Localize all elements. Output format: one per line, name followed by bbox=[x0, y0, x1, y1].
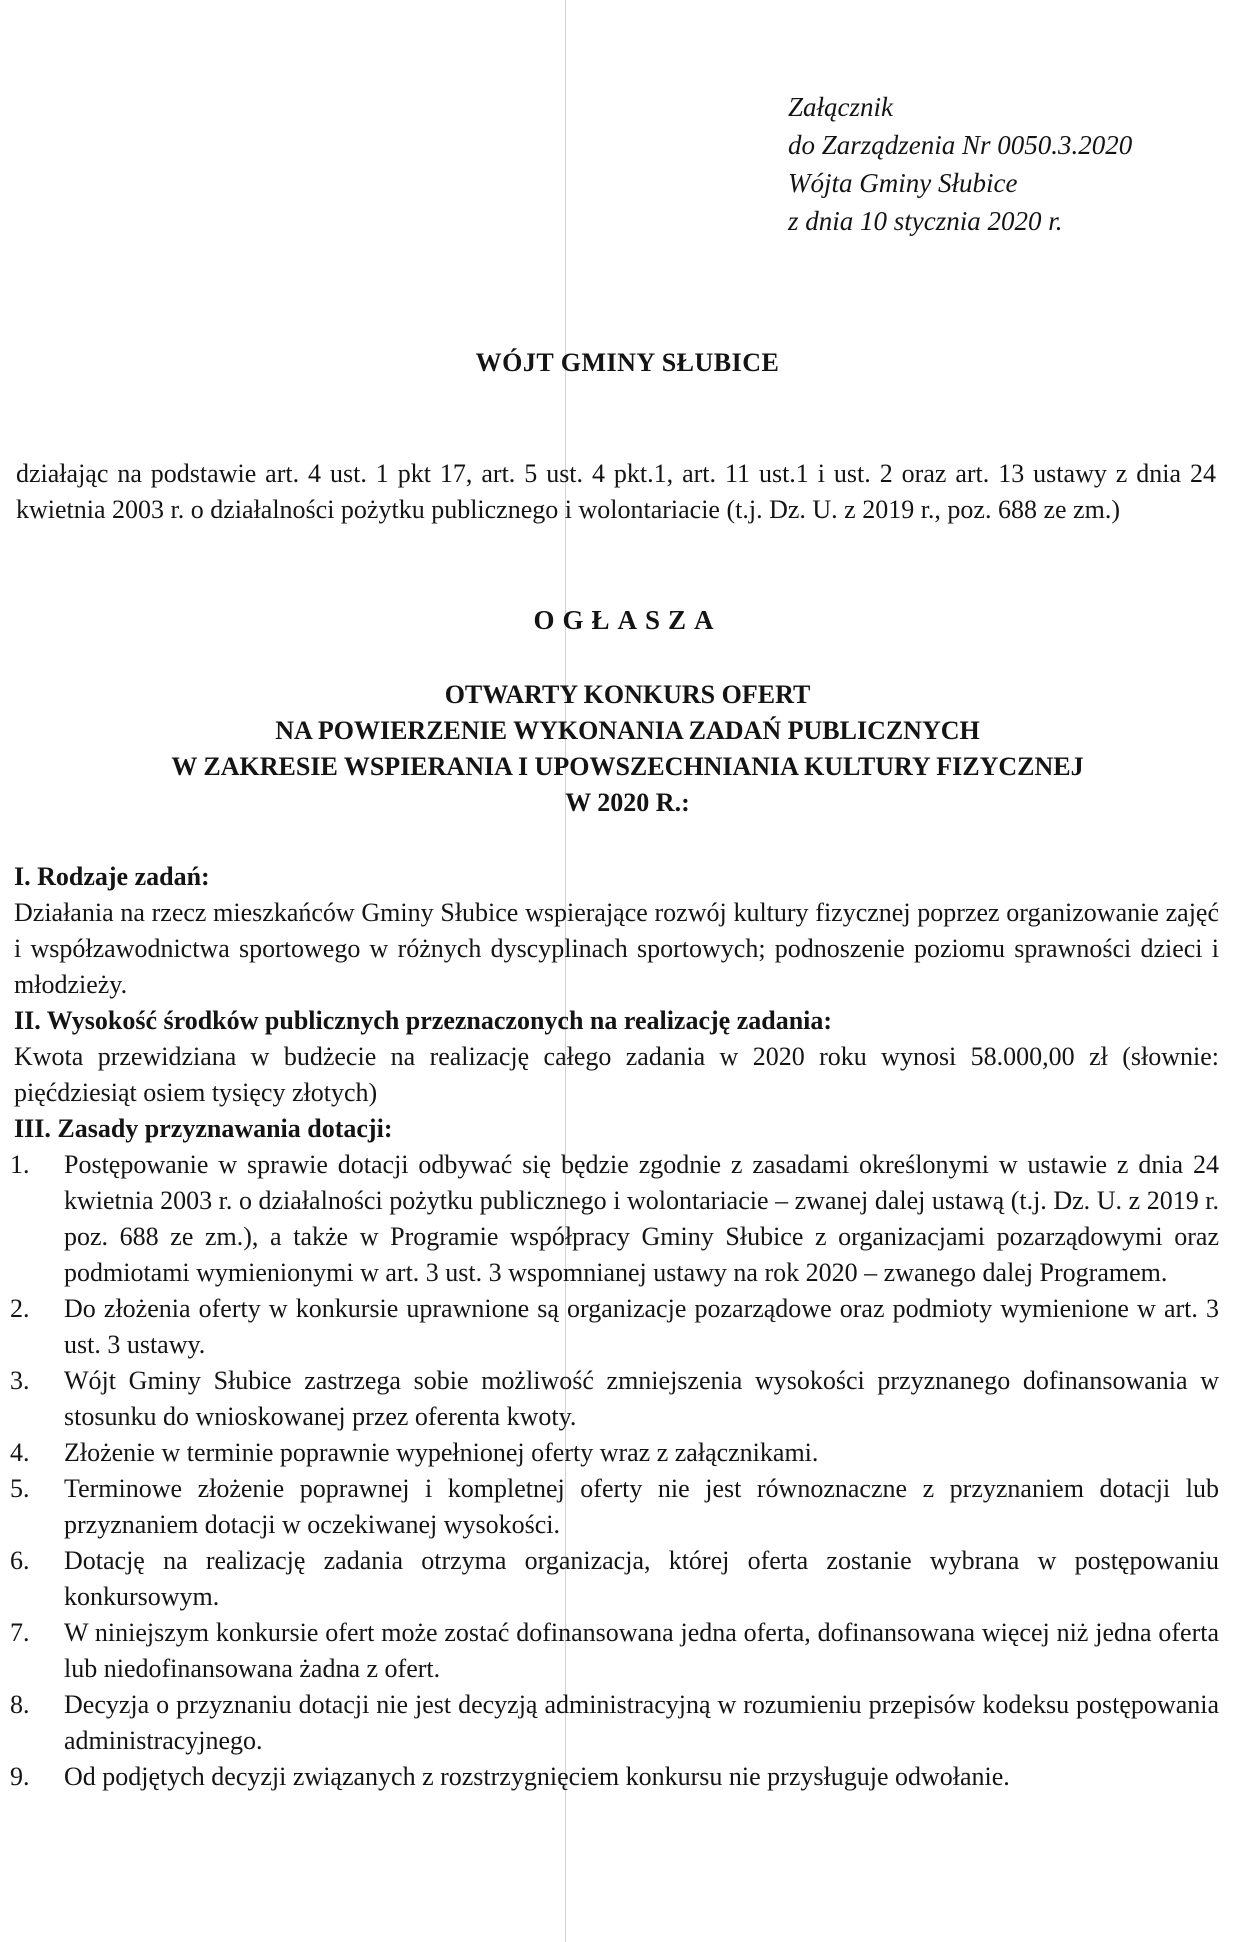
heading-line-4: W 2020 R.: bbox=[565, 788, 690, 817]
rule-text: Dotację na realizację zadania otrzyma organizacja, której oferta zostanie wybrana w postępowaniu konkursowym. bbox=[64, 1546, 1219, 1611]
attachment-line-1: Załącznik bbox=[788, 92, 893, 122]
rule-text: Od podjętych decyzji związanych z rozstrzygnięciem konkursu nie przysługuje odwołanie. bbox=[64, 1762, 1010, 1791]
section-1-text: Działania na rzecz mieszkańców Gminy Słubice wspierające rozwój kultury fizycznej poprzez organizowanie zajęć i współzawodnictwa sportowego w różnych dyscyplinach sportowych; podnoszenie poziomu sprawności dzieci i młodzieży. bbox=[14, 898, 1219, 999]
rule-item bbox=[10, 1291, 1219, 1363]
rule-item bbox=[10, 1363, 1219, 1435]
rule-text: W niniejszym konkursie ofert może zostać dofinansowana jedna oferta, dofinansowana więcej niż jedna oferta lub niedofinansowana żadna z ofert. bbox=[64, 1618, 1219, 1683]
rule-text: Terminowe złożenie poprawnej i kompletnej oferty nie jest równoznaczne z przyznaniem dotacji lub przyznaniem dotacji w oczekiwanej wysokości. bbox=[64, 1474, 1219, 1539]
rule-item bbox=[10, 1615, 1219, 1687]
announcement-word: OGŁASZA bbox=[533, 605, 722, 635]
rule-number: 7. bbox=[10, 1618, 30, 1647]
rule-text: Do złożenia oferty w konkursie uprawnione są organizacje pozarządowe oraz podmioty wymienione w art. 3 ust. 3 ustawy. bbox=[64, 1294, 1219, 1359]
rule-text: Złożenie w terminie poprawnie wypełnionej oferty wraz z załącznikami. bbox=[64, 1438, 819, 1467]
heading-line-2: NA POWIERZENIE WYKONANIA ZADAŃ PUBLICZNYCH bbox=[275, 716, 980, 745]
attachment-line-4: z dnia 10 stycznia 2020 r. bbox=[788, 206, 1063, 236]
issuing-authority: WÓJT GMINY SŁUBICE bbox=[475, 348, 780, 377]
rule-number: 6. bbox=[10, 1546, 30, 1575]
rule-number: 4. bbox=[10, 1438, 30, 1467]
rule-item bbox=[10, 1471, 1219, 1543]
legal-basis: działając na podstawie art. 4 ust. 1 pkt 17, art. 5 ust. 4 pkt.1, art. 11 ust.1 i ust. 2 oraz art. 13 ustawy z dnia 24 kwietnia 2003 r. o działalności pożytku publicznego i wolontariacie (t.j. Dz. U. z 2019 r., poz. 688 ze zm.) bbox=[16, 459, 1216, 524]
rule-item bbox=[10, 1147, 1219, 1291]
section-2-text: Kwota przewidziana w budżecie na realizację całego zadania w 2020 roku wynosi 58.000,00 zł (słownie: pięćdziesiąt osiem tysięcy złotych) bbox=[14, 1042, 1219, 1107]
rule-item bbox=[10, 1759, 1219, 1795]
heading-line-1: OTWARTY KONKURS OFERT bbox=[444, 680, 811, 709]
rule-text: Decyzja o przyznaniu dotacji nie jest decyzją administracyjną w rozumieniu przepisów kodeksu postępowania administracyjnego. bbox=[64, 1690, 1219, 1755]
rule-number: 9. bbox=[10, 1762, 30, 1791]
rule-item bbox=[10, 1687, 1219, 1759]
section-1-title: I. Rodzaje zadań: bbox=[14, 862, 210, 891]
document-body bbox=[10, 859, 1219, 1795]
rule-item bbox=[10, 1543, 1219, 1615]
rule-text: Postępowanie w sprawie dotacji odbywać się będzie zgodnie z zasadami określonymi w ustawie z dnia 24 kwietnia 2003 r. o działalności pożytku publicznego i wolontariacie – zwanej dalej ustawą (t.j. Dz. U. z 2019 r. poz. 688 ze zm.), a także w Programie współpracy Gminy Słubice z organizacjami pozarządowymi oraz podmiotami wymienionymi w art. 3 ust. 3 wspomnianej ustawy na rok 2020 – zwanego dalej Programem. bbox=[64, 1150, 1219, 1287]
competition-heading bbox=[0, 677, 1255, 821]
heading-line-3: W ZAKRESIE WSPIERANIA I UPOWSZECHNIANIA KULTURY FIZYCZNEJ bbox=[171, 752, 1084, 781]
rule-text: Wójt Gminy Słubice zastrzega sobie możliwość zmniejszenia wysokości przyznanego dofinansowania w stosunku do wnioskowanej przez oferenta kwoty. bbox=[64, 1366, 1219, 1431]
rule-number: 3. bbox=[10, 1366, 30, 1395]
rules-list bbox=[10, 1147, 1219, 1795]
rule-number: 2. bbox=[10, 1294, 30, 1323]
rule-number: 1. bbox=[10, 1150, 30, 1179]
section-3-title: III. Zasady przyznawania dotacji: bbox=[14, 1114, 393, 1143]
section-2-title: II. Wysokość środków publicznych przeznaczonych na realizację zadania: bbox=[14, 1006, 833, 1035]
rule-number: 8. bbox=[10, 1690, 30, 1719]
rule-number: 5. bbox=[10, 1474, 30, 1503]
attachment-note bbox=[788, 88, 1132, 240]
attachment-line-2: do Zarządzenia Nr 0050.3.2020 bbox=[788, 130, 1133, 160]
rule-item bbox=[10, 1435, 1219, 1471]
attachment-line-3: Wójta Gminy Słubice bbox=[788, 168, 1018, 198]
